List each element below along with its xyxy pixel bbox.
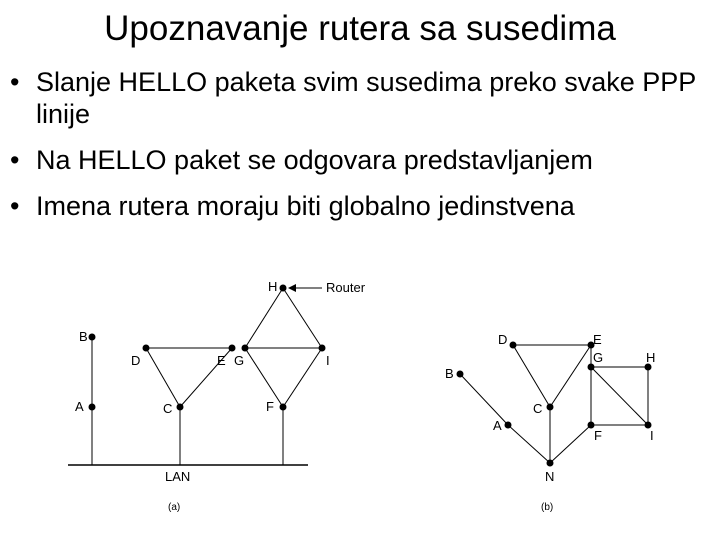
router-node-i [319,345,326,352]
lan-label: LAN [165,469,191,484]
node-label-e: E [593,332,602,347]
node-label-g: G [234,353,245,368]
link-g-h [245,288,283,348]
router-node-d [143,345,150,352]
link-n-f [550,425,591,463]
node-label-d: D [131,353,141,368]
link-g-f [245,348,283,407]
router-node-e [229,345,236,352]
bullet-item: • Na HELLO paket se odgovara predstavljanjem [8,144,713,176]
node-label-i: I [326,353,330,368]
router-annotation: Router [326,280,366,295]
router-node-d [510,342,517,349]
node-label-a: A [75,399,84,414]
node-label-d: D [498,332,508,347]
link-i-h [283,288,322,348]
link-d-c [146,348,180,407]
router-node-n [547,460,554,467]
node-label-c: C [163,401,173,416]
bullet-item: • Slanje HELLO paketa svim susedima preko svake PPP linije [8,66,713,130]
link-e-c [550,345,591,407]
figure-b-caption: (b) [541,502,554,513]
slide-title: Upoznavanje rutera sa susedima [104,9,616,48]
node-label-c: C [533,401,543,416]
router-node-a [89,404,96,411]
node-label-a: A [493,418,502,433]
node-label-h: H [268,279,278,294]
node-label-b: B [79,329,88,344]
router-node-b [457,371,464,378]
link-g-i [591,367,648,425]
figure-a-caption: (a) [168,502,181,513]
link-i-f [283,348,322,407]
node-label-n: N [545,469,555,484]
router-node-a [505,422,512,429]
node-label-g: G [593,350,604,365]
node-label-b: B [445,366,454,381]
node-label-f: F [594,428,602,443]
node-label-h: H [646,350,656,365]
router-node-g [242,345,249,352]
router-node-c [547,404,554,411]
router-node-f [280,404,287,411]
router-node-c [177,404,184,411]
router-node-h [280,285,287,292]
router-node-b [89,334,96,341]
figure-b [445,332,655,513]
link-a-n [508,425,550,463]
bullet-item: • Imena rutera moraju biti globalno jedinstvena [8,190,713,222]
node-label-i: I [650,428,654,443]
figure-a [68,279,366,513]
node-label-f: F [266,399,274,414]
node-label-e: E [217,353,226,368]
link-d-c [513,345,550,407]
